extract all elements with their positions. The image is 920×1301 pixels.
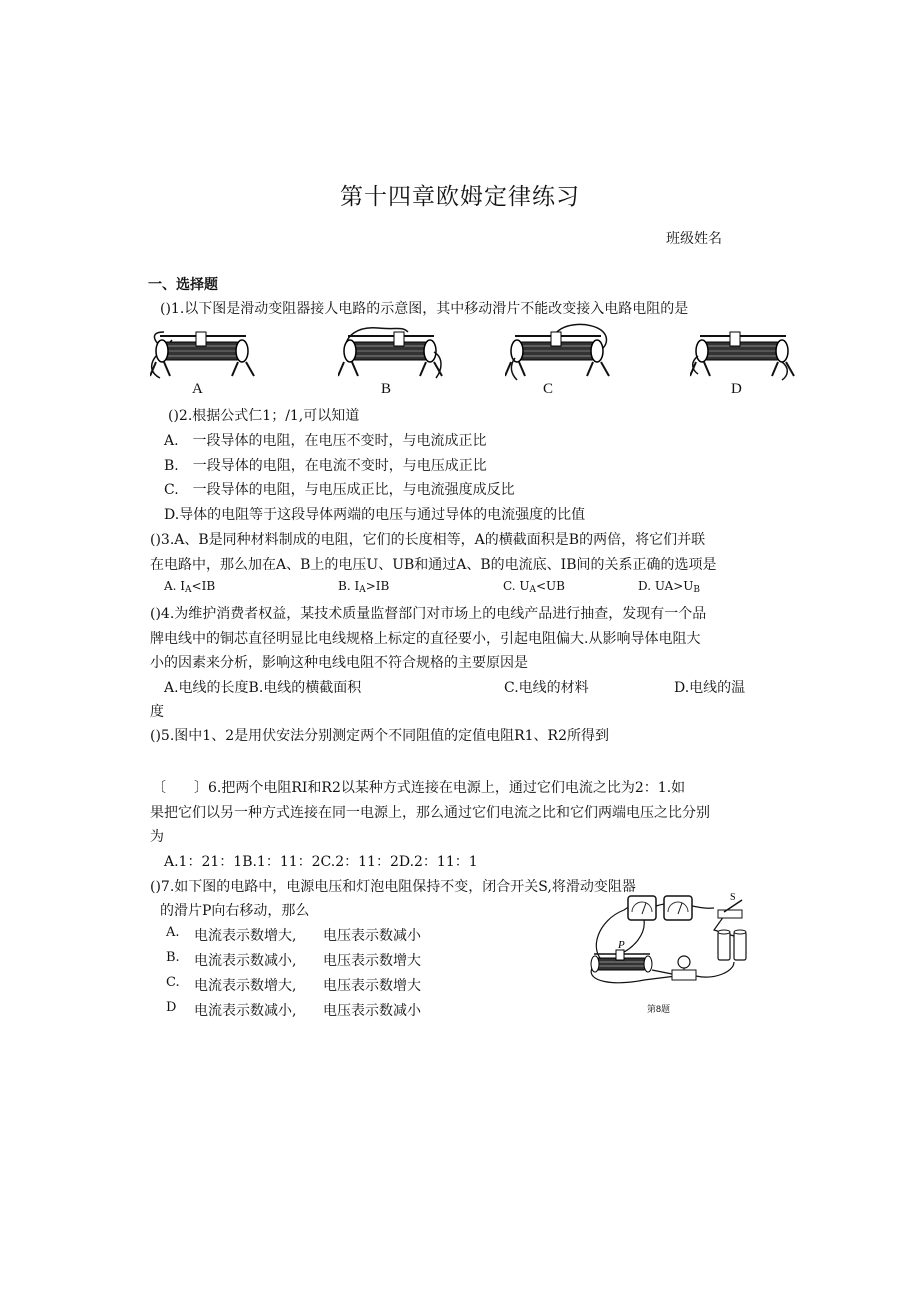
q7-option-b-right: 电压表示数增大 bbox=[323, 953, 421, 969]
q2-stem: ()2.根据公式仁1；/1,可以知道 bbox=[168, 408, 360, 424]
figure-label-a: A bbox=[192, 381, 203, 397]
q7-option-c-letter: C. bbox=[166, 975, 180, 990]
page-title: 第十四章欧姆定律练习 bbox=[340, 184, 580, 210]
rheostat-figure-b bbox=[338, 322, 448, 382]
q7-option-b-letter: B. bbox=[166, 950, 180, 965]
figure-caption: 第8题 bbox=[647, 1004, 671, 1014]
rheostat-figure-d bbox=[690, 326, 800, 382]
q7-option-c-left: 电流表示数增大, bbox=[194, 978, 297, 994]
rheostat-figure-a bbox=[150, 326, 260, 382]
figure-label-b: B bbox=[381, 381, 392, 397]
q7-stem-line1: ()7.如下图的电路中，电源电压和灯泡电阻保持不变，闭合开关S,将滑动变阻器 bbox=[150, 879, 636, 895]
q2-option-d: D.导体的电阻等于这段导体两端的电压与通过导体的电流强度的比值 bbox=[164, 507, 586, 523]
q7-option-a-left: 电流表示数增大, bbox=[194, 928, 297, 944]
circuit-figure bbox=[584, 890, 756, 1002]
q4-stem-line3: 小的因素来分析，影响这种电线电阻不符合规格的主要原因是 bbox=[150, 655, 528, 671]
q7-stem-line2: 的滑片P向右移动，那么 bbox=[160, 903, 310, 919]
switch-label: S bbox=[730, 892, 736, 903]
q7-option-d-letter: D bbox=[166, 1000, 177, 1015]
q3-option-d: D. $UA>U_B$ bbox=[638, 579, 701, 595]
q4-option-d: D.电线的温 bbox=[674, 680, 746, 696]
rheostat-figure-c bbox=[505, 320, 617, 382]
q3-option-a: A. $I_A<IB$ bbox=[164, 579, 216, 595]
q4-stem-line2: 牌电线中的铜芯直径明显比电线规格上标定的直径要小，引起电阻偏大.从影响导体电阻大 bbox=[150, 631, 701, 647]
q6-options: A.1：21：1B.1：11：2C.2：11：2D.2：11：1 bbox=[164, 854, 478, 870]
q1-stem: ()1.以下图是滑动变阻器接人电路的示意图，其中移动滑片不能改变接入电路电阻的是 bbox=[160, 301, 689, 317]
q6-stem-line2: 果把它们以另一种方式连接在同一电源上，那么通过它们电流之比和它们两端电压之比分别 bbox=[150, 805, 710, 821]
q6-stem-line3: 为 bbox=[150, 829, 164, 845]
q3-stem-line2: 在电路中，那么加在A、B上的电压U、UB和通过A、B的电流底、IB间的关系正确的选项是 bbox=[150, 557, 717, 573]
slider-label: P bbox=[618, 939, 625, 951]
q7-option-b-left: 电流表示数减小, bbox=[194, 953, 297, 969]
class-name-label: 班级姓名 bbox=[666, 231, 722, 247]
q7-option-c-right: 电压表示数增大 bbox=[323, 978, 421, 994]
q2-option-b: B. 一段导体的电阻，在电流不变时，与电压成正比 bbox=[164, 458, 487, 474]
q4-option-d-continued: 度 bbox=[150, 704, 164, 720]
q6-stem-line1: 〔 〕6.把两个电阻RI和R2以某种方式连接在电源上，通过它们电流之比为2：1.如 bbox=[152, 780, 686, 796]
q3-option-b: B. $I_A>IB$ bbox=[338, 579, 390, 595]
q7-option-d-left: 电流表示数减小, bbox=[194, 1003, 297, 1019]
q2-option-c: C. 一段导体的电阻，与电压成正比，与电流强度成反比 bbox=[164, 482, 515, 498]
q7-option-a-right: 电压表示数减小 bbox=[323, 928, 421, 944]
q5-stem: ()5.图中1、2是用伏安法分别测定两个不同阻值的定值电阻R1、R2所得到 bbox=[150, 728, 609, 744]
q2-option-a: A. 一段导体的电阻，在电压不变时，与电流成正比 bbox=[164, 433, 487, 449]
q4-stem-line1: ()4.为维护消费者权益，某技术质量监督部门对市场上的电线产品进行抽查，发现有一个品 bbox=[150, 606, 707, 622]
q3-stem-line1: ()3.A、B是同种材料制成的电阻，它们的长度相等，A的横截面积是B的两倍，将它们并联 bbox=[150, 532, 706, 548]
q7-option-d-right: 电压表示数减小 bbox=[323, 1003, 421, 1019]
q4-option-c: C.电线的材料 bbox=[504, 680, 589, 696]
figure-label-c: C bbox=[543, 381, 554, 397]
q4-option-ab: A.电线的长度B.电线的横截面积 bbox=[164, 680, 362, 696]
section-heading: 一、选择题 bbox=[148, 277, 218, 293]
figure-label-d: D bbox=[731, 381, 742, 397]
q7-option-a-letter: A. bbox=[166, 925, 180, 940]
q3-option-c: C. $U_A<UB$ bbox=[503, 579, 565, 595]
